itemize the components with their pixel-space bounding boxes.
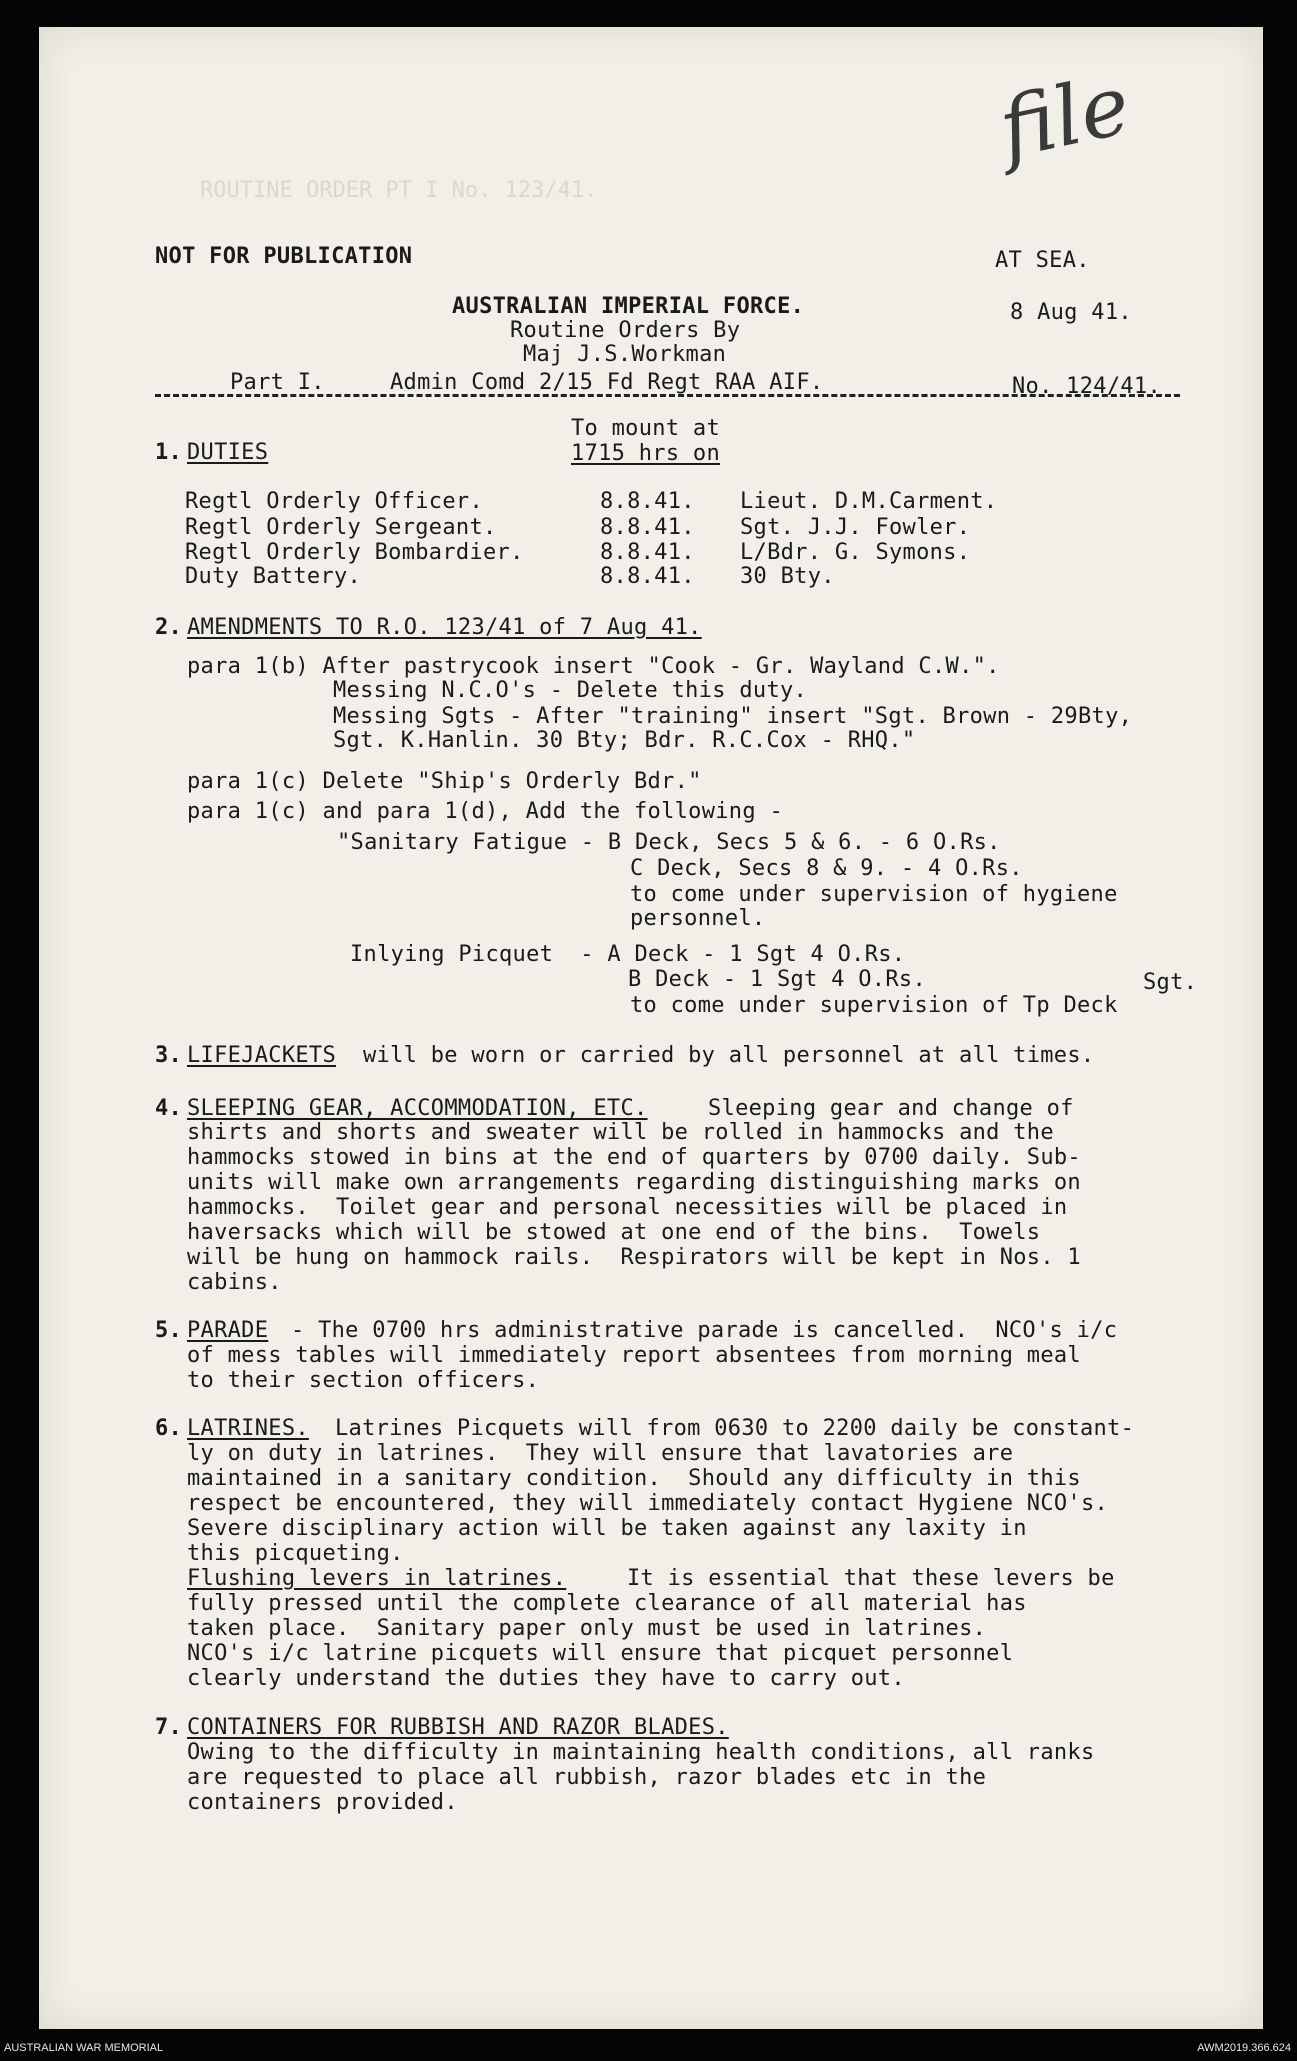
sleeping-line: hammocks. Toilet gear and personal necessities will be placed in <box>187 1195 1068 1220</box>
sleeping-line: hammocks stowed in bins at the end of quarters by 0700 daily. Sub- <box>187 1145 1081 1170</box>
parade-heading: PARADE <box>187 1318 269 1343</box>
amendment-line: para 1(b) After pastrycook insert "Cook - Gr. Wayland C.W.". <box>187 654 1000 679</box>
latrines-line: respect be encountered, they will immediately contact Hygiene NCO's. <box>187 1491 1109 1516</box>
lifejackets-heading: LIFEJACKETS <box>187 1043 336 1068</box>
duty-name: Lieut. D.M.Carment. <box>740 489 998 514</box>
mount-line-2: 1715 hrs on <box>571 441 720 466</box>
parade-line: to their section officers. <box>187 1368 540 1393</box>
not-for-publication: NOT FOR PUBLICATION <box>155 244 413 269</box>
duty-name: 30 Bty. <box>740 564 835 589</box>
lifejackets-number: 3. <box>155 1043 183 1068</box>
latrines-line: ly on duty in latrines. They will ensure that lavatories are <box>187 1441 1014 1466</box>
flushing-line: clearly understand the duties they have to carry out. <box>187 1666 905 1691</box>
flushing-line: It is essential that these levers be <box>627 1566 1115 1591</box>
sleeping-line: shirts and shorts and sweater will be rolled in hammocks and the <box>187 1120 1054 1145</box>
parade-line: of mess tables will immediately report absentees from morning meal <box>187 1343 1081 1368</box>
sleeping-line: Sleeping gear and change of <box>708 1096 1074 1121</box>
command: Admin Comd 2/15 Fd Regt RAA AIF. <box>390 370 824 395</box>
latrines-line: this picqueting. <box>187 1541 404 1566</box>
duties-heading: DUTIES <box>187 440 269 465</box>
part-label: Part I. <box>230 370 325 395</box>
amendment-line: Inlying Picquet - A Deck - 1 Sgt 4 O.Rs. <box>350 942 906 967</box>
amendment-line: Sgt. K.Hanlin. 30 Bty; Bdr. R.C.Cox - RHQ." <box>333 728 916 753</box>
duty-name: L/Bdr. G. Symons. <box>740 540 971 565</box>
containers-line: containers provided. <box>187 1790 458 1815</box>
archive-reference: AWM2019.366.624 <box>1197 2042 1291 2054</box>
containers-number: 7. <box>155 1715 183 1740</box>
sleeping-line: units will make own arrangements regarding distinguishing marks on <box>187 1170 1081 1195</box>
sleeping-heading: SLEEPING GEAR, ACCOMMODATION, ETC. <box>187 1096 648 1121</box>
duty-role: Regtl Orderly Sergeant. <box>185 515 497 540</box>
amendment-line: para 1(c) Delete "Ship's Orderly Bdr." <box>187 769 702 794</box>
duty-date: 8.8.41. <box>600 515 695 540</box>
latrines-line: Severe disciplinary action will be taken against any laxity in <box>187 1516 1027 1541</box>
flushing-line: taken place. Sanitary paper only must be used in latrines. <box>187 1616 987 1641</box>
amendment-line: "Sanitary Fatigue - B Deck, Secs 5 & 6. - 6 O.Rs. <box>337 830 1001 855</box>
duty-date: 8.8.41. <box>600 489 695 514</box>
duty-name: Sgt. J.J. Fowler. <box>740 515 971 540</box>
duties-number: 1. <box>155 440 183 465</box>
latrines-line: maintained in a sanitary condition. Should any difficulty in this <box>187 1466 1081 1491</box>
handwritten-file-note: file <box>991 57 1138 178</box>
latrines-number: 6. <box>155 1416 183 1441</box>
amendment-line: personnel. <box>630 906 766 931</box>
location: AT SEA. <box>995 248 1090 273</box>
amendments-number: 2. <box>155 615 183 640</box>
order-number: No. 124/41. <box>1012 374 1161 399</box>
flushing-line: fully pressed until the complete clearance of all material has <box>187 1591 1027 1616</box>
archive-credit: AUSTRALIAN WAR MEMORIAL <box>4 2042 164 2054</box>
sleeping-number: 4. <box>155 1096 183 1121</box>
document-subtitle: Routine Orders By <box>510 318 741 343</box>
amendment-line: to come under supervision of hygiene <box>630 882 1118 907</box>
latrines-line: Latrines Picquets will from 0630 to 2200 daily be constant- <box>335 1416 1135 1441</box>
amendment-line: B Deck - 1 Sgt 4 O.Rs. <box>628 967 926 992</box>
amendment-line: para 1(c) and para 1(d), Add the following - <box>187 799 783 824</box>
containers-heading: CONTAINERS FOR RUBBISH AND RAZOR BLADES. <box>187 1715 729 1740</box>
flushing-heading: Flushing levers in latrines. <box>187 1566 567 1591</box>
sleeping-line: cabins. <box>187 1270 282 1295</box>
amendment-line: to come under supervision of Tp Deck <box>630 993 1118 1018</box>
amendment-line: Sgt. <box>1143 970 1198 995</box>
mount-line-1: To mount at <box>571 416 720 441</box>
latrines-heading: LATRINES. <box>187 1416 309 1441</box>
duty-role: Duty Battery. <box>185 564 362 589</box>
header-divider <box>155 394 1180 397</box>
document-date: 8 Aug 41. <box>1010 300 1132 325</box>
amendments-heading: AMENDMENTS TO R.O. 123/41 of 7 Aug 41. <box>187 615 702 640</box>
containers-line: Owing to the difficulty in maintaining health conditions, all ranks <box>187 1740 1095 1765</box>
commander: Maj J.S.Workman <box>523 342 727 367</box>
amendment-line: C Deck, Secs 8 & 9. - 4 O.Rs. <box>630 856 1023 881</box>
document-title: AUSTRALIAN IMPERIAL FORCE. <box>452 294 805 319</box>
containers-line: are requested to place all rubbish, razor blades etc in the <box>187 1765 987 1790</box>
amendment-line: Messing Sgts - After "training" insert "Sgt. Brown - 29Bty, <box>333 704 1133 729</box>
amendment-line: Messing N.C.O's - Delete this duty. <box>333 678 808 703</box>
bleed-through-text: ROUTINE ORDER PT I No. 123/41. <box>200 178 598 203</box>
duty-role: Regtl Orderly Officer. <box>185 489 483 514</box>
sleeping-line: will be hung on hammock rails. Respirators will be kept in Nos. 1 <box>187 1245 1081 1270</box>
flushing-line: NCO's i/c latrine picquets will ensure that picquet personnel <box>187 1641 1014 1666</box>
parade-line: - The 0700 hrs administrative parade is cancelled. NCO's i/c <box>291 1318 1118 1343</box>
duty-role: Regtl Orderly Bombardier. <box>185 540 524 565</box>
parade-number: 5. <box>155 1318 183 1343</box>
lifejackets-text: will be worn or carried by all personnel at all times. <box>363 1043 1095 1068</box>
sleeping-line: haversacks which will be stowed at one end of the bins. Towels <box>187 1220 1041 1245</box>
duty-date: 8.8.41. <box>600 540 695 565</box>
duty-date: 8.8.41. <box>600 564 695 589</box>
